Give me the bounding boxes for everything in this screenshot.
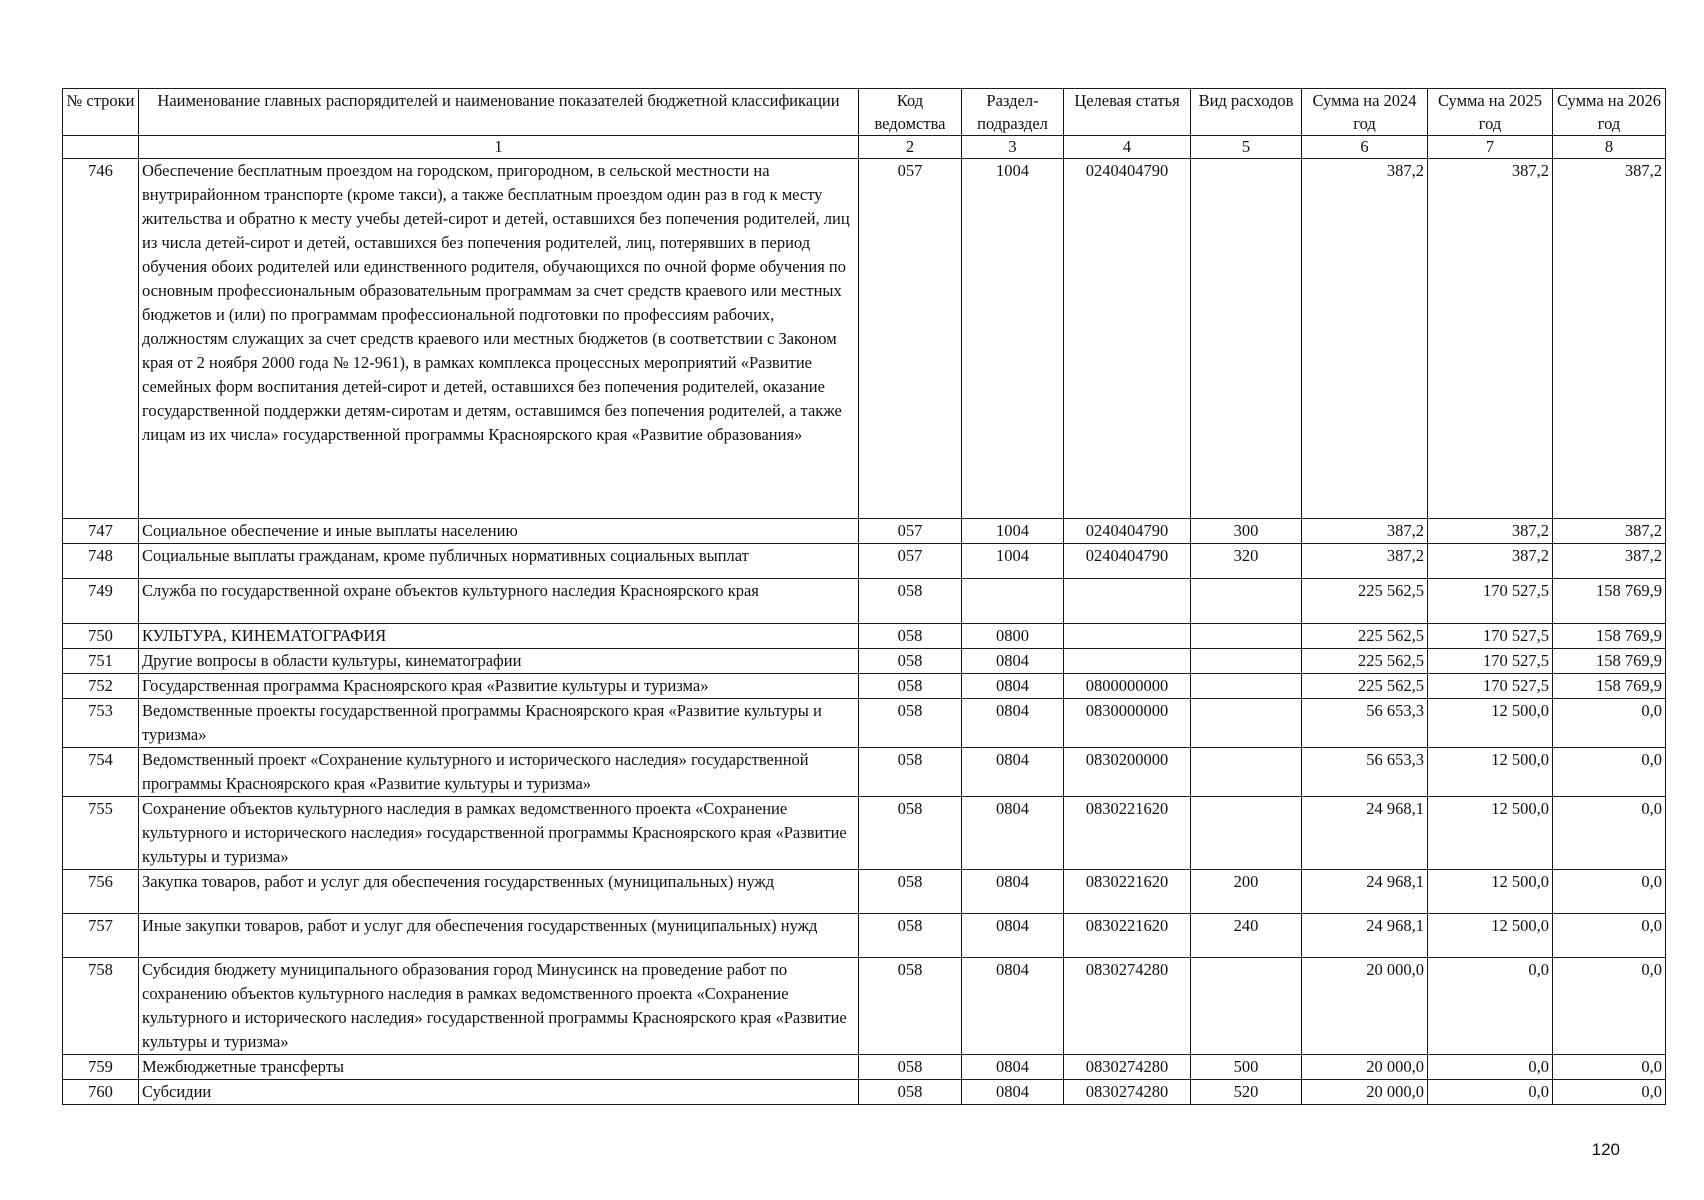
- column-index-cell: 6: [1302, 136, 1428, 159]
- sum-2026-cell: 0,0: [1553, 958, 1666, 1055]
- row-number-cell: 758: [63, 958, 139, 1055]
- expense-type-cell: 520: [1191, 1080, 1302, 1105]
- section-code-cell: 0804: [962, 1055, 1064, 1080]
- header-cell: Сумма на 2026 год: [1553, 89, 1666, 136]
- expense-type-cell: 320: [1191, 544, 1302, 579]
- table-row: [63, 159, 1666, 519]
- row-name-cell: Социальное обеспечение и иные выплаты населению: [139, 519, 859, 544]
- sum-2024-cell: 56 653,3: [1302, 748, 1428, 797]
- sum-2026-cell: 0,0: [1553, 870, 1666, 914]
- table-row: [63, 797, 1666, 870]
- header-cell: Вид расходов: [1191, 89, 1302, 136]
- sum-2026-cell: 0,0: [1553, 1080, 1666, 1105]
- row-name-cell: Служба по государственной охране объектов культурного наследия Красноярского края: [139, 579, 859, 624]
- table-row: [63, 624, 1666, 649]
- sum-2025-cell: 387,2: [1428, 544, 1553, 579]
- sum-2024-cell: 225 562,5: [1302, 579, 1428, 624]
- sum-2026-cell: 158 769,9: [1553, 674, 1666, 699]
- header-cell: Сумма на 2025 год: [1428, 89, 1553, 136]
- section-code-cell: 0804: [962, 870, 1064, 914]
- target-article-cell: [1064, 579, 1191, 624]
- table-row: [63, 958, 1666, 1055]
- dept-code-cell: 057: [859, 159, 962, 519]
- target-article-cell: 0830221620: [1064, 797, 1191, 870]
- column-index-cell: 8: [1553, 136, 1666, 159]
- target-article-cell: 0830221620: [1064, 914, 1191, 958]
- section-code-cell: 0804: [962, 797, 1064, 870]
- page-number: 120: [1591, 1140, 1620, 1159]
- expense-type-cell: 240: [1191, 914, 1302, 958]
- row-number-cell: 754: [63, 748, 139, 797]
- row-name-cell: Социальные выплаты гражданам, кроме публичных нормативных социальных выплат: [139, 544, 859, 579]
- sum-2026-cell: 0,0: [1553, 699, 1666, 748]
- sum-2024-cell: 387,2: [1302, 519, 1428, 544]
- table-body: [63, 159, 1666, 1105]
- dept-code-cell: 058: [859, 958, 962, 1055]
- sum-2026-cell: 0,0: [1553, 1055, 1666, 1080]
- row-name-cell: Субсидия бюджету муниципального образования город Минусинск на проведение работ по сохранению объектов культурного наследия в рамках ведомственного проекта «Сохранение культурного и исторического наследия» государственной программы Красноярского края «Развитие культуры и туризма»: [139, 958, 859, 1055]
- table-row: [63, 1080, 1666, 1105]
- sum-2025-cell: 0,0: [1428, 1080, 1553, 1105]
- expense-type-cell: [1191, 159, 1302, 519]
- table-row: [63, 1055, 1666, 1080]
- sum-2026-cell: 158 769,9: [1553, 649, 1666, 674]
- row-name-cell: Межбюджетные трансферты: [139, 1055, 859, 1080]
- row-number-cell: 749: [63, 579, 139, 624]
- row-name-cell: Иные закупки товаров, работ и услуг для обеспечения государственных (муниципальных) нужд: [139, 914, 859, 958]
- expense-type-cell: [1191, 624, 1302, 649]
- expense-type-cell: 500: [1191, 1055, 1302, 1080]
- target-article-cell: 0800000000: [1064, 674, 1191, 699]
- dept-code-cell: 058: [859, 1055, 962, 1080]
- target-article-cell: 0830000000: [1064, 699, 1191, 748]
- expense-type-cell: 200: [1191, 870, 1302, 914]
- expense-type-cell: [1191, 579, 1302, 624]
- sum-2025-cell: 387,2: [1428, 519, 1553, 544]
- row-name-cell: Государственная программа Красноярского края «Развитие культуры и туризма»: [139, 674, 859, 699]
- sum-2025-cell: 12 500,0: [1428, 748, 1553, 797]
- row-name-cell: Другие вопросы в области культуры, кинематографии: [139, 649, 859, 674]
- sum-2025-cell: 12 500,0: [1428, 870, 1553, 914]
- sum-2024-cell: 24 968,1: [1302, 870, 1428, 914]
- target-article-cell: 0830221620: [1064, 870, 1191, 914]
- sum-2026-cell: 0,0: [1553, 914, 1666, 958]
- sum-2024-cell: 56 653,3: [1302, 699, 1428, 748]
- header-cell: Раздел-подраздел: [962, 89, 1064, 136]
- column-index-cell: 1: [139, 136, 859, 159]
- sum-2025-cell: 12 500,0: [1428, 797, 1553, 870]
- row-number-cell: 746: [63, 159, 139, 519]
- row-number-cell: 757: [63, 914, 139, 958]
- dept-code-cell: 058: [859, 674, 962, 699]
- section-code-cell: 0804: [962, 748, 1064, 797]
- sum-2025-cell: 170 527,5: [1428, 579, 1553, 624]
- section-code-cell: [962, 579, 1064, 624]
- expense-type-cell: [1191, 797, 1302, 870]
- dept-code-cell: 058: [859, 870, 962, 914]
- sum-2025-cell: 0,0: [1428, 958, 1553, 1055]
- section-code-cell: 0800: [962, 624, 1064, 649]
- table-row: [63, 914, 1666, 958]
- target-article-cell: 0830274280: [1064, 1080, 1191, 1105]
- row-number-cell: 747: [63, 519, 139, 544]
- expense-type-cell: [1191, 699, 1302, 748]
- expense-type-cell: [1191, 674, 1302, 699]
- sum-2025-cell: 387,2: [1428, 159, 1553, 519]
- section-code-cell: 1004: [962, 519, 1064, 544]
- dept-code-cell: 058: [859, 624, 962, 649]
- table-row: [63, 544, 1666, 579]
- section-code-cell: 0804: [962, 958, 1064, 1055]
- header-cell: № строки: [63, 89, 139, 136]
- sum-2024-cell: 225 562,5: [1302, 649, 1428, 674]
- column-index-cell: [63, 136, 139, 159]
- dept-code-cell: 058: [859, 748, 962, 797]
- expense-type-cell: 300: [1191, 519, 1302, 544]
- dept-code-cell: 058: [859, 914, 962, 958]
- budget-table: [62, 88, 1666, 1105]
- table-row: [63, 870, 1666, 914]
- dept-code-cell: 058: [859, 649, 962, 674]
- sum-2024-cell: 24 968,1: [1302, 797, 1428, 870]
- section-code-cell: 1004: [962, 159, 1064, 519]
- sum-2024-cell: 24 968,1: [1302, 914, 1428, 958]
- dept-code-cell: 058: [859, 797, 962, 870]
- sum-2026-cell: 158 769,9: [1553, 579, 1666, 624]
- row-number-cell: 752: [63, 674, 139, 699]
- row-name-cell: Сохранение объектов культурного наследия в рамках ведомственного проекта «Сохранение культурного и исторического наследия» государственной программы Красноярского края «Развитие культуры и туризма»: [139, 797, 859, 870]
- sum-2025-cell: 0,0: [1428, 1055, 1553, 1080]
- sum-2024-cell: 20 000,0: [1302, 1080, 1428, 1105]
- sum-2025-cell: 12 500,0: [1428, 699, 1553, 748]
- sum-2026-cell: 387,2: [1553, 544, 1666, 579]
- table-row: [63, 519, 1666, 544]
- sum-2024-cell: 20 000,0: [1302, 1055, 1428, 1080]
- target-article-cell: 0240404790: [1064, 519, 1191, 544]
- row-number-cell: 750: [63, 624, 139, 649]
- table-row: [63, 649, 1666, 674]
- dept-code-cell: 058: [859, 579, 962, 624]
- sum-2026-cell: 0,0: [1553, 797, 1666, 870]
- sum-2024-cell: 225 562,5: [1302, 674, 1428, 699]
- section-code-cell: 0804: [962, 649, 1064, 674]
- target-article-cell: [1064, 624, 1191, 649]
- section-code-cell: 0804: [962, 914, 1064, 958]
- header-cell: Сумма на 2024 год: [1302, 89, 1428, 136]
- row-number-cell: 753: [63, 699, 139, 748]
- column-index-cell: 5: [1191, 136, 1302, 159]
- row-number-cell: 759: [63, 1055, 139, 1080]
- header-cell: Целевая статья: [1064, 89, 1191, 136]
- dept-code-cell: 058: [859, 1080, 962, 1105]
- sum-2025-cell: 170 527,5: [1428, 674, 1553, 699]
- row-name-cell: Обеспечение бесплатным проездом на городском, пригородном, в сельской местности на внутрирайонном транспорте (кроме такси), а также бесплатным проездом один раз в год к месту жительства и обратно к месту учебы детей-сирот и детей, оставшихся без попечения родителей, лиц из числа детей-сирот и детей, оставшихся без попечения родителей, лиц, потерявших в период обучения обоих родителей или единственного родителя, обучающихся по очной форме обучения по основным профессиональным образовательным программам за счет средств краевого или местных бюджетов и (или) по программам профессиональной подготовки по профессиям рабочих, должностям служащих за счет средств краевого или местных бюджетов (в соответствии с Законом края от 2 ноября 2000 года № 12-961), в рамках комплекса процессных мероприятий «Развитие семейных форм воспитания детей-сирот и детей, оставшихся без попечения родителей, оказание государственной поддержки детям-сиротам и детям, оставшимся без попечения родителей, а также лицам из их числа» государственной программы Красноярского края «Развитие образования»: [139, 159, 859, 519]
- sum-2026-cell: 0,0: [1553, 748, 1666, 797]
- header-row: [63, 89, 1666, 136]
- table-row: [63, 748, 1666, 797]
- section-code-cell: 0804: [962, 699, 1064, 748]
- header-cell: Код ведомства: [859, 89, 962, 136]
- row-name-cell: Субсидии: [139, 1080, 859, 1105]
- row-number-cell: 751: [63, 649, 139, 674]
- target-article-cell: 0240404790: [1064, 544, 1191, 579]
- column-index-row: [63, 136, 1666, 159]
- section-code-cell: 0804: [962, 674, 1064, 699]
- dept-code-cell: 057: [859, 519, 962, 544]
- expense-type-cell: [1191, 958, 1302, 1055]
- row-name-cell: КУЛЬТУРА, КИНЕМАТОГРАФИЯ: [139, 624, 859, 649]
- column-index-cell: 7: [1428, 136, 1553, 159]
- row-number-cell: 756: [63, 870, 139, 914]
- row-name-cell: Ведомственные проекты государственной программы Красноярского края «Развитие культуры и туризма»: [139, 699, 859, 748]
- sum-2026-cell: 158 769,9: [1553, 624, 1666, 649]
- row-number-cell: 755: [63, 797, 139, 870]
- row-number-cell: 760: [63, 1080, 139, 1105]
- sum-2025-cell: 170 527,5: [1428, 649, 1553, 674]
- sum-2025-cell: 12 500,0: [1428, 914, 1553, 958]
- target-article-cell: [1064, 649, 1191, 674]
- table-row: [63, 699, 1666, 748]
- target-article-cell: 0830274280: [1064, 958, 1191, 1055]
- table-row: [63, 579, 1666, 624]
- sum-2026-cell: 387,2: [1553, 159, 1666, 519]
- column-index-cell: 2: [859, 136, 962, 159]
- header-cell: Наименование главных распорядителей и наименование показателей бюджетной классификации: [139, 89, 859, 136]
- target-article-cell: 0830274280: [1064, 1055, 1191, 1080]
- sum-2024-cell: 387,2: [1302, 544, 1428, 579]
- sum-2025-cell: 170 527,5: [1428, 624, 1553, 649]
- sum-2024-cell: 20 000,0: [1302, 958, 1428, 1055]
- target-article-cell: 0830200000: [1064, 748, 1191, 797]
- sum-2024-cell: 387,2: [1302, 159, 1428, 519]
- dept-code-cell: 058: [859, 699, 962, 748]
- row-name-cell: Ведомственный проект «Сохранение культурного и исторического наследия» государственной программы Красноярского края «Развитие культуры и туризма»: [139, 748, 859, 797]
- target-article-cell: 0240404790: [1064, 159, 1191, 519]
- expense-type-cell: [1191, 649, 1302, 674]
- sum-2026-cell: 387,2: [1553, 519, 1666, 544]
- section-code-cell: 1004: [962, 544, 1064, 579]
- column-index-cell: 3: [962, 136, 1064, 159]
- table-row: [63, 674, 1666, 699]
- section-code-cell: 0804: [962, 1080, 1064, 1105]
- sum-2024-cell: 225 562,5: [1302, 624, 1428, 649]
- expense-type-cell: [1191, 748, 1302, 797]
- dept-code-cell: 057: [859, 544, 962, 579]
- column-index-cell: 4: [1064, 136, 1191, 159]
- row-name-cell: Закупка товаров, работ и услуг для обеспечения государственных (муниципальных) нужд: [139, 870, 859, 914]
- row-number-cell: 748: [63, 544, 139, 579]
